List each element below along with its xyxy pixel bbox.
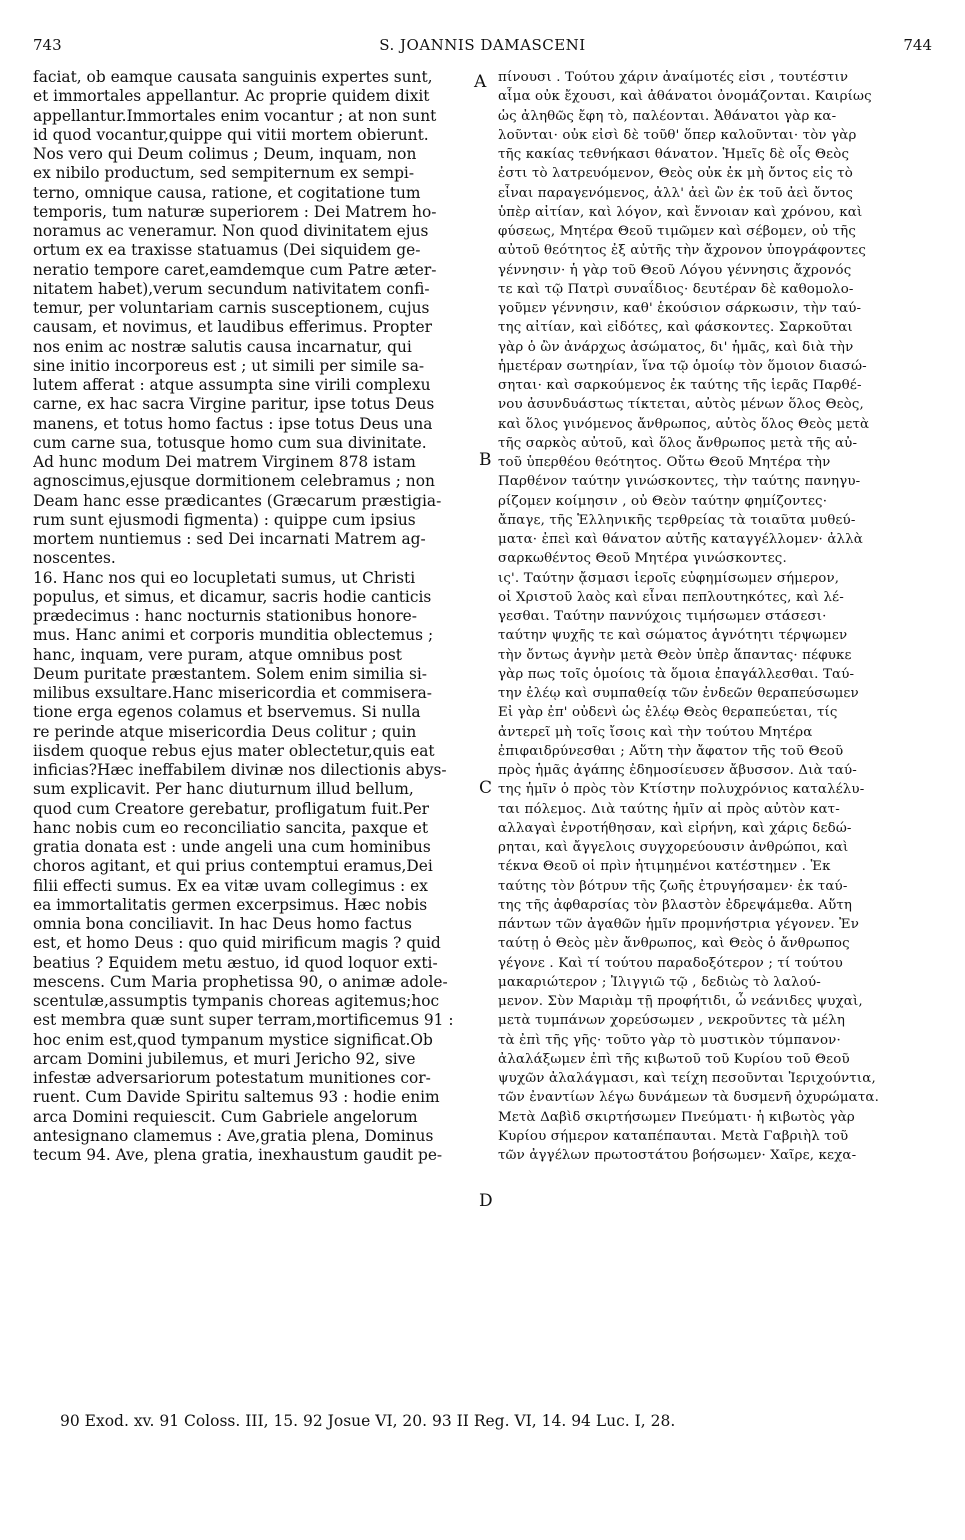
latin-text-line: sine initio incorporeus est ; ut simili per simile sa- <box>33 356 425 375</box>
latin-text-line: milibus exsultare.Hanc misericordia et commisera- <box>33 684 432 702</box>
greek-column <box>498 68 935 1165</box>
latin-text-line: Deum puritate præstantem. Solem enim similia si- <box>33 664 427 683</box>
greek-text-line: τῶν ἐναντίων λέγω δυνάμεων τὰ δυσμενῆ ὀχυρώματα. <box>498 1090 880 1106</box>
greek-text-line: μενον. Σὺν Μαριὰμ τῇ προφήτιδι, ὦ νεάνιδες ψυχαὶ, <box>498 994 863 1009</box>
greek-text-line: ὡς ἀληθῶς ἔφη τὸ, παλέονται. Ἀθάνατοι γὰρ κα- <box>498 108 837 124</box>
latin-text-line: filii effecti sumus. Ex ea vitæ uvam collegimus : ex <box>33 876 428 895</box>
latin-text-line: nitatem habet),verum secundum nativitatem confi- <box>33 279 430 298</box>
latin-text-line: scentulæ,assumptis tympanis choreas agitemus;hoc <box>33 992 440 1010</box>
latin-text-line: Ad hunc modum Dei matrem Virginem 878 istam <box>33 453 416 471</box>
greek-text-line: Κυρίου σήμερον καταπέπαυται. Μετὰ Γαβριὴλ τοῦ <box>498 1128 849 1144</box>
greek-text-line: γέγονε . Καὶ τί τούτου παραδοξότερον ; τί τούτου <box>498 955 843 971</box>
greek-text-line: ται πόλεμος. Διὰ ταύτης ἡμῖν αἱ πρὸς αὐτὸν κατ- <box>498 801 840 817</box>
latin-text-line: noramus ac veneramur. Non quod divinitatem ejus <box>33 222 429 240</box>
greek-text-line: ταύτης τὸν βότρυν τῆς ζωῆς ἐτρυγήσαμεν· ἐκ ταύ- <box>498 878 848 894</box>
latin-text-line: carne, ex hac sacra Virgine paritur, ipse totus Deus <box>33 395 435 414</box>
page-header <box>0 32 965 56</box>
greek-text-line: ἐπιφαιδρύνεσθαι ; Αὕτη τὴν ἄφατον τῆς τοῦ Θεοῦ <box>498 743 844 759</box>
greek-text-line: οἱ Χριστοῦ λαὸς καὶ εἶναι πεπλουτηκότες, καὶ λέ- <box>498 589 844 605</box>
latin-text-line: agnoscimus,ejusque dormitionem celebramus ; non <box>33 472 435 491</box>
running-title: S. JOANNIS DAMASCENI <box>379 36 586 54</box>
greek-text-line: ψυχῶν ἀλαλάγμασι, καὶ τείχη πεσοῦνται Ἰεριχούντια, <box>498 1071 876 1086</box>
greek-text-line: της ἡμῖν ὁ πρὸς τὸν Κτίστην πολυχρόνιος καταλέλυ- <box>498 782 865 798</box>
margin-marker-a: A <box>474 72 487 92</box>
greek-text-line: Μετὰ Δαβὶδ σκιρτήσωμεν Πνεύματι· ἡ κιβωτὸς γὰρ <box>498 1109 855 1125</box>
latin-text-line: hanc nobis cum eo reconciliatio sancita, paxque et <box>33 818 429 837</box>
latin-text-line: hanc, inquam, vere puram, atque omnibus post <box>33 645 402 664</box>
greek-text-line: πρὸς ἡμᾶς ἀγάπης ἐδημοσίευσεν ἄβυσσον. Διὰ ταύ- <box>498 763 857 778</box>
latin-text-line: beatius ? Equidem metu æstuo, id quod loquor exti- <box>33 953 438 972</box>
greek-text-line: ἀλαλάξωμεν ἐπὶ τῆς κιβωτοῦ τοῦ Κυρίου τοῦ Θεοῦ <box>498 1051 850 1067</box>
latin-text-line: mus. Hanc animi et corporis munditia oblectemus ; <box>33 626 434 645</box>
greek-text-line: ταύτην ψυχῆς τε καὶ σώματος ἁγνότητι τέρψωμεν <box>498 628 848 644</box>
greek-text-line: γεσθαι. Ταύτην παννύχοις τιμήσωμεν στάσεσι· <box>498 609 827 624</box>
greek-text-line: μακαριώτερον ; Ἰλιγγιῶ τῷ , δεδιὼς τὸ λαλού- <box>498 974 821 990</box>
margin-marker-c: C <box>479 778 493 798</box>
latin-text-line: causam, et novimus, et laudibus efferimus. Propter <box>33 318 432 337</box>
latin-text-line: noscentes. <box>33 549 116 568</box>
greek-text-line: αὐτοῦ θεότητος ἐξ αὐτῆς τὴν ἄχρονον ὑπογράφοντες <box>498 243 867 259</box>
latin-text-line: est membra quæ sunt super terram,mortificemus 91 : <box>33 1011 454 1030</box>
latin-text-line: inficias?Hæc ineffabilem divinæ nos dilectionis abys- <box>33 761 447 779</box>
greek-text-line: πίνουσι . Τούτου χάριν ἀναίμοτές εἰσι , τουτέστιν <box>498 70 849 85</box>
latin-text-line: iisdem quoque rebus ejus mater oblectetur,quis eat <box>33 741 435 760</box>
greek-text-line: Παρθένον ταύτην γινώσκοντες, τὴν ταύτης πανηγυ- <box>498 474 861 490</box>
latin-text-line: hoc enim est,quod tympanum mystice significat.Ob <box>33 1030 433 1049</box>
greek-text-line: ὑπὲρ αἰτίαν, καὶ λόγον, καὶ ἔννοιαν καὶ χρόνου, καὶ <box>498 204 863 220</box>
greek-text-line: σαρκωθέντος Θεοῦ Μητέρα γινώσκοντες. <box>498 551 787 567</box>
latin-text-line: infestæ adversariorum potestatum munitiones cor- <box>33 1069 431 1087</box>
latin-text-line: omnia bona conciliavit. In hac Deus homo factus <box>33 915 412 933</box>
latin-text-line: quod cum Creatore gerebatur, profligatum fuit.Per <box>33 799 430 818</box>
latin-text-line: ea immortalitatis germen excerpsimus. Hæc nobis <box>33 895 428 914</box>
latin-text-line: temporis, tum naturæ superiorem : Dei Matrem ho- <box>33 202 437 221</box>
latin-text-line: arca Domini requiescit. Cum Gabriele angelorum <box>33 1107 418 1126</box>
greek-text-line: την ἐλέῳ καὶ συμπαθείᾳ τῶν ἐνδεῶν θεραπεύσωμεν <box>498 686 859 701</box>
latin-text-line: faciat, ob eamque causata sanguinis expertes sunt, <box>33 68 433 86</box>
latin-text-line: tecum 94. Ave, plena gratia, inexhaustum gaudit pe- <box>33 1146 443 1164</box>
page-number-right: 744 <box>903 36 932 54</box>
greek-text-line: καὶ ὅλος γινόμενος ἄνθρωπος, αὐτὸς ὅλος Θεὸς μετὰ <box>498 416 870 432</box>
latin-text-line: 16. Hanc nos qui eo locupletati sumus, ut Christi <box>33 568 416 587</box>
greek-text-line: αἷμα οὐκ ἔχουσι, καὶ ἀθάνατοι ὀνομάζονται. Καιρίως <box>498 89 872 105</box>
greek-text-line: γὰρ πως τοῖς ὁμοίοις τὰ ὅμοια ἐπαγάλλεσθαι. Ταύ- <box>498 666 855 682</box>
latin-text-line: antesignano clamemus : Ave,gratia plena, Dominus <box>33 1126 434 1145</box>
latin-text-line: neratio tempore caret,eamdemque cum Patre æter- <box>33 260 437 279</box>
greek-text-line: πάντων τῶν ἀγαθῶν ἡμῖν προμνήστρια γέγονεν. Ἐν <box>498 917 860 932</box>
latin-text-line: arcam Domini jubilemus, et muri Jericho 92, sive <box>33 1049 416 1068</box>
latin-text-line: lutem afferat : atque assumpta sine virili complexu <box>33 376 431 394</box>
greek-text-line: λοῦνται· οὐκ εἰσὶ δὲ τοῦθ' ὅπερ καλοῦνται· τὸν γὰρ <box>498 127 857 143</box>
greek-text-line: φύσεως, Μητέρα Θεοῦ τιμῶμεν καὶ σέβομεν, οὐ τῆς <box>498 224 856 239</box>
greek-text-line: εἶναι παραγενόμενος, ἀλλ' ἀεὶ ὢν ἐκ τοῦ ἀεὶ ὄντος <box>498 185 854 201</box>
latin-text-line: ortum ex ea traxisse statuamus (Dei siquidem ge- <box>33 241 421 260</box>
latin-text-line: mescens. Cum Maria prophetissa 90, o animæ adole- <box>33 972 448 991</box>
latin-text-line: est, et homo Deus : quo quid mirificum magis ? quid <box>33 934 441 953</box>
latin-text-line: Deam hanc esse prædicantes (Græcarum præstigia- <box>33 491 442 510</box>
margin-marker-d: D <box>479 1191 493 1211</box>
greek-text-line: τε καὶ τῷ Πατρὶ συναΐδιος· δευτέραν δὲ καθομολο- <box>498 281 854 297</box>
greek-text-line: ρίζομεν κοίμησιν , οὐ Θεὸν ταύτην φημίζοντες· <box>498 493 828 509</box>
greek-text-line: τὴν ὄντως ἁγνὴν μετὰ Θεὸν ὑπὲρ ἅπαντας· πέφυκε <box>498 647 852 663</box>
footnotes: 90 Exod. xv. 91 Coloss. III, 15. 92 Josue VI, 20. 93 II Reg. VI, 14. 94 Luc. I, 28. <box>60 1412 676 1430</box>
latin-text-line: re perinde atque misericordia Deus colitur ; quin <box>33 722 417 741</box>
greek-text-line: τὰ ἐπὶ τῆς γῆς· τοῦτο γὰρ τὸ μυστικὸν τύμπανον· <box>498 1032 841 1048</box>
greek-text-line: τοῦ ὑπερθέου θεότητος. Οὕτω Θεοῦ Μητέρα τὴν <box>498 455 831 470</box>
greek-text-line: αλλαγαὶ ἐνροτήθησαν, καὶ εἰρήνη, καὶ χάρις δεδώ- <box>498 820 852 836</box>
greek-text-line: της τῆς ἀφθαρσίας τὸν βλαστὸν ἐδρεψάμεθα. Αὕτη <box>498 897 853 913</box>
latin-text-line: et immortales appellantur. Ac proprie quidem dixit <box>33 87 430 106</box>
margin-marker-b: B <box>479 450 492 470</box>
latin-text-line: choros agitant, et qui prius contemptui eramus,Dei <box>33 857 433 876</box>
latin-text-line: temur, per voluntariam carnis susceptionem, cujus <box>33 299 430 317</box>
latin-text-line: ex nibilo productum, sed sempiternum ex sempi- <box>33 164 415 183</box>
greek-text-line: ταύτῃ ὁ Θεὸς μὲν ἄνθρωπος, καὶ Θεὸς ὁ ἄνθρωπος <box>498 936 850 952</box>
latin-text-line: ruent. Cum Davide Spiritu saltemus 93 : hodie enim <box>33 1088 440 1107</box>
greek-text-line: μετὰ τυμπάνων χορεύσωμεν , νεκροῦντες τὰ μέλη <box>498 1013 846 1029</box>
greek-text-line: ἄπαγε, τῆς Ἑλληνικῆς τερθρείας τὰ τοιαῦτα μυθεύ- <box>498 512 856 528</box>
latin-text-line: manens, et totus homo factus : ipse totus Deus una <box>33 414 433 433</box>
latin-text-line: rum sunt ejusmodi figmenta) : quippe cum ipsius <box>33 510 416 529</box>
latin-column <box>33 68 473 1165</box>
greek-text-line: τῆς κακίας τεθνήκασι θάνατον. Ἡμεῖς δὲ οἷς Θεὸς <box>498 147 850 162</box>
latin-text-line: nos enim ac nostræ salutis causa incarnatur, qui <box>33 337 412 356</box>
latin-text-line: Nos vero qui Deum colimus ; Deum, inquam, non <box>33 145 417 163</box>
greek-text-line: γοῦμεν γέννησιν, καθ' ἑκούσιον σάρκωσιν, τὴν ταύ- <box>498 301 862 316</box>
greek-text-line: ἡμετέραν σωτηρίαν, ἵνα τῷ ὁμοίῳ τὸν ὅμοιον διασώ- <box>498 358 867 374</box>
greek-text-line: τῆς σαρκὸς αὐτοῦ, καὶ ὅλος ἄνθρωπος μετὰ τῆς αὐ- <box>498 435 858 451</box>
latin-text-line: prædecimus : hanc nocturnis stationibus honore- <box>33 607 417 625</box>
greek-text-line: ἀντερεῖ μὴ τοῖς ἴσοις καὶ τὴν τούτου Μητέρα <box>498 724 813 740</box>
greek-text-line: Εἰ γὰρ ἐπ' οὐδενὶ ὡς ἐλέῳ Θεὸς θεραπεύεται, τίς <box>498 705 838 721</box>
greek-text-line: της αἰτίαν, καὶ εἰδότες, καὶ φάσκοντες. Σαρκοῦται <box>498 320 853 336</box>
greek-text-line: ἐστι τὸ λατρευόμενον, Θεὸς οὐκ ἐκ μὴ ὄντος εἰς τὸ <box>498 166 853 182</box>
greek-text-line: ις'. Ταύτην ᾄσμασι ἱεροῖς εὐφημίσωμεν σήμερον, <box>498 570 840 586</box>
latin-text-line: id quod vocantur,quippe qui vitii mortem obierunt. <box>33 125 429 144</box>
latin-text-line: terno, omnique causa, ratione, et cogitatione tum <box>33 183 421 202</box>
latin-text-line: populus, et simus, et dicamur, sacris hodie canticis <box>33 587 432 606</box>
latin-text-line: appellantur.Immortales enim vocantur ; at non sunt <box>33 106 437 125</box>
page-number-left: 743 <box>33 36 62 54</box>
greek-text-line: τέκνα Θεοῦ οἱ πρὶν ἠτιμημένοι κατέστημεν . Ἐκ <box>498 859 831 875</box>
greek-text-line: γὰρ ὁ ὢν ἀνάρχως ἀσώματος, δι' ἡμᾶς, καὶ διὰ τὴν <box>498 339 854 355</box>
latin-text-line: mortem nuntiemus : sed Dei incarnati Matrem ag- <box>33 530 426 548</box>
greek-text-line: νου ἀσυνδυάστως τίκτεται, αὐτὸς μένων ὅλος Θεὸς, <box>498 397 864 413</box>
greek-text-line: γέννησιν· ἡ γὰρ τοῦ Θεοῦ Λόγου γέννησις ἄχρονός <box>498 262 852 278</box>
latin-text-line: tione erga egenos colamus et bservemus. Si nulla <box>33 703 421 722</box>
latin-text-line: sum explicavit. Per hanc diuturnum illud bellum, <box>33 780 414 799</box>
latin-text-line: gratia donata est : unde angeli una cum hominibus <box>33 838 431 856</box>
greek-text-line: ματα· ἐπεὶ καὶ θάνατον αὐτῆς καταγγέλλομεν· ἀλλὰ <box>498 532 863 547</box>
greek-text-line: τῶν ἀγγέλων πρωτοστάτου βοήσωμεν· Χαῖρε, κεχα- <box>498 1148 857 1163</box>
greek-text-line: σηται· καὶ σαρκούμενος ἐκ ταύτης τῆς ἱερᾶς Παρθέ- <box>498 378 862 393</box>
latin-text-line: cum carne sua, totusque homo cum sua divinitate. <box>33 433 427 452</box>
greek-text-line: ρηται, καὶ ἄγγελοις συγχορεύουσιν ἀνθρώποι, καὶ <box>498 840 849 855</box>
